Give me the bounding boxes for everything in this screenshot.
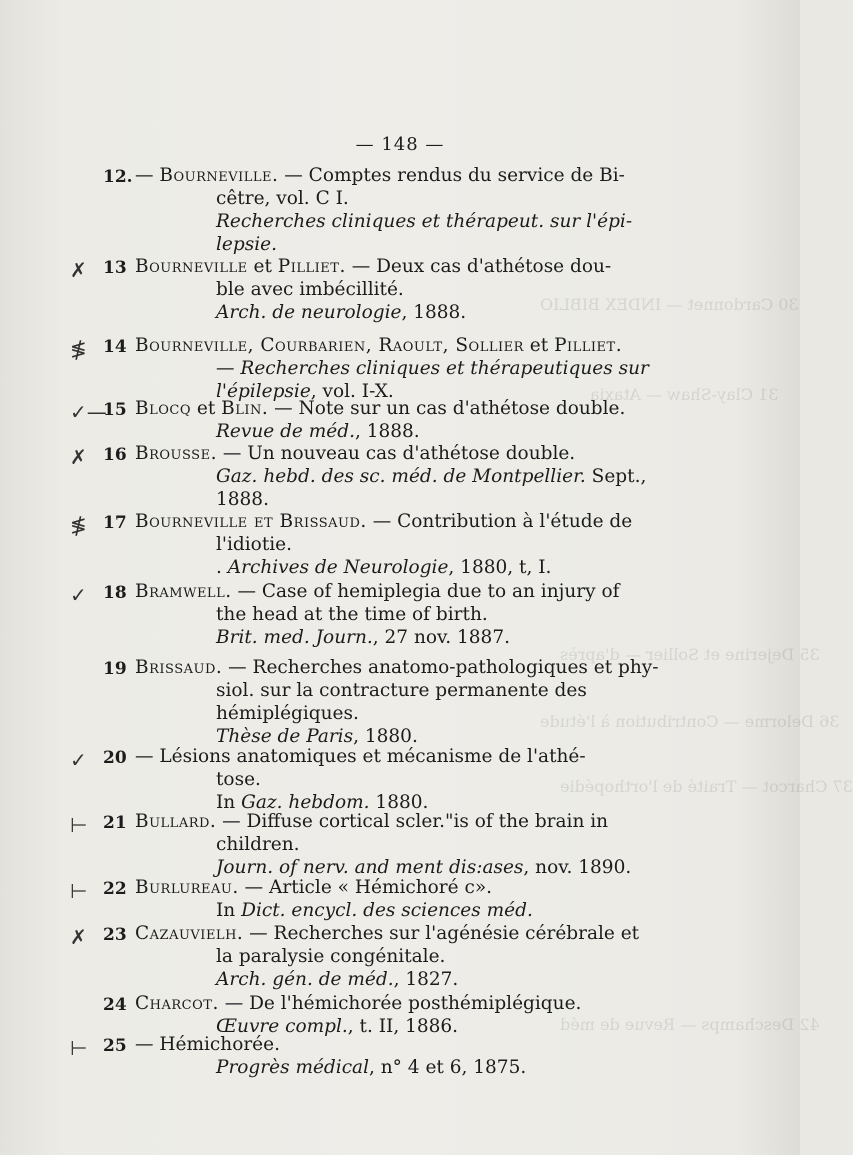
entry-line — [216, 680, 587, 702]
entry-text: — Un nouveau cas d'athétose double. — [216, 443, 576, 464]
entry-text: Sept., — [585, 466, 647, 487]
entry-text: the head at the time of birth. — [216, 604, 488, 625]
publication-title: Arch. de neurologie — [216, 302, 402, 323]
author-name: Bourneville. — [159, 165, 279, 186]
entry-number: 17 — [103, 513, 127, 533]
entry-line — [216, 604, 488, 626]
entry-text: et — [523, 335, 555, 356]
author-name: Bullard. — [135, 811, 217, 832]
entry-line — [216, 557, 551, 579]
bleed-through-text: 37 Charcot — Traité de l'orthopédie — [560, 777, 853, 796]
entry-line — [216, 857, 631, 879]
entry-text: 1880. — [369, 792, 429, 813]
entry-text: In — [216, 792, 242, 813]
entry-text: , 1880, t, I. — [448, 557, 552, 578]
bleed-through-text: 31 Clay-Shaw — Ataxia — [590, 385, 779, 404]
entry-text: — Diffuse cortical scler."is of the brain in — [216, 811, 609, 832]
entry-line — [135, 746, 586, 768]
entry-line — [135, 923, 639, 945]
entry-text: — Hémichorée. — [135, 1034, 280, 1055]
entry-number: 25 — [103, 1036, 127, 1056]
bleed-through-text: 42 Deschamps — Revue de méd — [560, 1015, 820, 1034]
author-name: Bramwell. — [135, 581, 232, 602]
author-name: Pilliet. — [277, 256, 346, 277]
entry-text: cêtre, vol. C I. — [216, 188, 349, 209]
entry-number: 19 — [103, 659, 127, 679]
entry-line — [135, 256, 611, 278]
entry-line — [216, 466, 646, 488]
author-name: Brissaud. — [135, 657, 223, 678]
entry-number: 23 — [103, 925, 127, 945]
handwritten-mark-icon: ⊢ — [70, 813, 88, 837]
entry-number: 22 — [103, 879, 127, 899]
entry-line — [216, 769, 261, 791]
entry-line — [135, 811, 608, 833]
publication-title: Progrès médical — [216, 1057, 369, 1078]
entry-text: — Note sur un cas d'athétose double. — [268, 398, 626, 419]
entry-line — [216, 489, 269, 511]
entry-text: , 1888. — [401, 302, 467, 323]
entry-line — [135, 443, 575, 465]
entry-number: 21 — [103, 813, 127, 833]
entry-text: , n° 4 et 6, 1875. — [369, 1057, 527, 1078]
handwritten-mark-icon: ✓— — [70, 400, 107, 424]
handwritten-mark-icon: ✓ — [70, 748, 87, 772]
publication-title: Dict. encycl. des sciences méd. — [241, 900, 533, 921]
entry-text: children. — [216, 834, 300, 855]
entry-text: — Case of hemiplegia due to an injury of — [231, 581, 620, 602]
entry-text: , 27 nov. 1887. — [372, 627, 510, 648]
bleed-through-text: 30 Cardonnet — INDEX BIBLIO — [540, 295, 799, 314]
author-name: Blin. — [221, 398, 269, 419]
entry-text: — Recherches sur l'agénésie cérébrale et — [243, 923, 640, 944]
entry-line — [216, 703, 359, 725]
entry-line — [135, 1034, 280, 1056]
entry-text: — — [135, 165, 160, 186]
entry-line — [135, 993, 581, 1015]
entry-text: , 1827. — [393, 969, 459, 990]
handwritten-mark-icon: ⊢ — [70, 879, 88, 903]
entry-text: — De l'hémichorée posthémiplégique. — [218, 993, 582, 1014]
entry-line — [216, 421, 420, 443]
author-name: Blocq — [135, 398, 191, 419]
author-name: Brousse. — [135, 443, 217, 464]
handwritten-mark-icon: ✓ — [70, 583, 87, 607]
entry-line — [135, 511, 632, 533]
publication-title: l'épilepsie — [216, 381, 311, 402]
entry-text: ble avec imbécillité. — [216, 279, 404, 300]
entry-line — [216, 834, 300, 856]
entry-line — [135, 398, 625, 420]
entry-line — [216, 726, 418, 748]
entry-number: 12. — [103, 167, 133, 187]
entry-line — [135, 657, 659, 679]
entry-text: siol. sur la contracture permanente des — [216, 680, 587, 701]
publication-title: Thèse de Paris — [216, 726, 354, 747]
entry-number: 24 — [103, 995, 127, 1015]
author-name: Pilliet. — [554, 335, 623, 356]
handwritten-mark-icon: ✗ — [70, 258, 87, 282]
entry-number: 16 — [103, 445, 127, 465]
handwritten-mark-icon: ≸ — [70, 337, 87, 361]
entry-text: — Article « Hémichoré c». — [238, 877, 493, 898]
author-name: Cazauvielh. — [135, 923, 244, 944]
entry-text: — Lésions anatomiques et mécanisme de l'athé- — [135, 746, 586, 767]
author-name: Bourneville, Courbarien, Raoult, Sollier — [135, 335, 524, 356]
entry-text: — Recherches anatomo-pathologiques et phy- — [222, 657, 659, 678]
handwritten-mark-icon: ✗ — [70, 445, 87, 469]
page-number: — 148 — — [355, 134, 445, 155]
handwritten-mark-icon: ⊢ — [70, 1036, 88, 1060]
entry-text: — Deux cas d'athétose dou- — [345, 256, 612, 277]
bleed-through-text: 35 Dejerine et Sollier — d'après — [560, 645, 820, 664]
author-name: Bourneville — [135, 256, 248, 277]
entry-line — [216, 302, 466, 324]
publication-title: Revue de méd. — [216, 421, 355, 442]
entry-line — [216, 188, 349, 210]
author-name: Charcot. — [135, 993, 219, 1014]
entry-text: la paralysie congénitale. — [216, 946, 446, 967]
handwritten-mark-icon: ≸ — [70, 513, 87, 537]
entry-text: In — [216, 900, 242, 921]
entry-text: 1888. — [216, 489, 269, 510]
author-name: Bourneville et Brissaud. — [135, 511, 367, 532]
entry-line — [135, 165, 625, 187]
entry-number: 18 — [103, 583, 127, 603]
bleed-through-text: 36 Delorme — Contribution à l'étude — [540, 712, 840, 731]
entry-text: tose. — [216, 769, 261, 790]
entry-line — [216, 969, 458, 991]
entry-number: 15 — [103, 400, 127, 420]
publication-title: Recherches cliniques et thérapeut. sur l'épi- — [216, 211, 633, 232]
entry-number: 13 — [103, 258, 127, 278]
entry-line — [216, 534, 292, 556]
publication-title: Arch. gén. de méd. — [216, 969, 394, 990]
entry-line — [216, 1057, 526, 1079]
entry-text: hémiplégiques. — [216, 703, 359, 724]
entry-text: — Contribution à l'étude de — [366, 511, 633, 532]
entry-text: , nov. 1890. — [523, 857, 632, 878]
entry-line — [216, 900, 533, 922]
publication-title: Brit. med. Journ. — [216, 627, 373, 648]
handwritten-mark-icon: ✗ — [70, 925, 87, 949]
entry-text: l'idiotie. — [216, 534, 292, 555]
publication-title: Archives de Neurologie — [227, 557, 449, 578]
entry-line — [216, 234, 277, 256]
publication-title: Gaz. hebdom. — [241, 792, 370, 813]
entry-text: . — [216, 557, 228, 578]
entry-line — [216, 279, 404, 301]
publication-title: lepsie. — [216, 234, 277, 255]
entry-line — [216, 627, 510, 649]
entry-line — [135, 581, 619, 603]
entry-line — [135, 335, 622, 357]
author-name: Burlureau. — [135, 877, 239, 898]
entry-text: et — [191, 398, 222, 419]
entry-text: , 1888. — [354, 421, 420, 442]
entry-number: 20 — [103, 748, 127, 768]
entry-number: 14 — [103, 337, 127, 357]
publication-title: Journ. of nerv. and ment dis:ases — [216, 857, 524, 878]
entry-text: — — [216, 358, 241, 379]
entry-line — [216, 358, 649, 380]
publication-title: Recherches cliniques et thérapeutiques sur — [240, 358, 649, 379]
entry-text: — Comptes rendus du service de Bi- — [278, 165, 625, 186]
entry-line — [216, 946, 445, 968]
publication-title: Gaz. hebd. des sc. méd. de Montpellier. — [216, 466, 586, 487]
entry-line — [135, 877, 492, 899]
publication-title: Œuvre compl. — [216, 1016, 348, 1037]
entry-text: et — [247, 256, 278, 277]
entry-text: , t. II, 1886. — [347, 1016, 459, 1037]
entry-text: , vol. I-X. — [310, 381, 394, 402]
entry-line — [216, 211, 632, 233]
entry-text: , 1880. — [353, 726, 418, 747]
